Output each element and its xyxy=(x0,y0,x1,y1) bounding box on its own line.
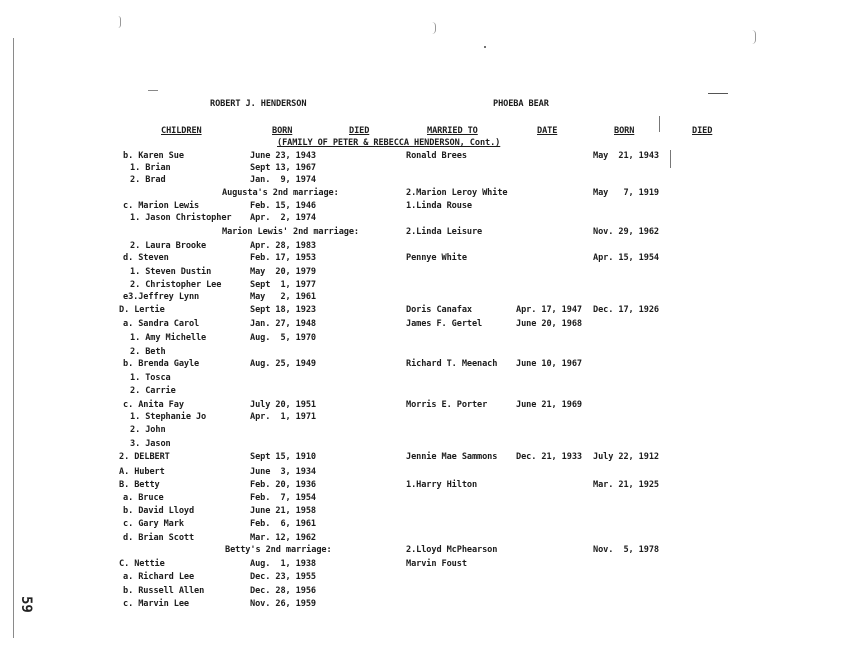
spouse-name: 1.Harry Hilton xyxy=(406,480,478,490)
marriage-note: Betty's 2nd marriage: xyxy=(225,545,332,555)
child-name: 2. Carrie xyxy=(130,386,176,396)
born-date: Sept 18, 1923 xyxy=(250,305,316,315)
child-name: d. Steven xyxy=(123,253,169,263)
born-date: Mar. 12, 1962 xyxy=(250,533,316,543)
spouse-name: Jennie Mae Sammons xyxy=(406,452,498,462)
col-married-to: MARRIED TO xyxy=(427,126,478,136)
scan-dash xyxy=(708,93,728,94)
born-date: June 3, 1934 xyxy=(250,467,316,477)
born-date: July 20, 1951 xyxy=(250,400,316,410)
born-date: Feb. 15, 1946 xyxy=(250,201,316,211)
scan-tick xyxy=(659,116,660,132)
child-name: 1. Jason Christopher xyxy=(130,213,232,223)
child-name: D. Lertie xyxy=(119,305,165,315)
born-date: Dec. 28, 1956 xyxy=(250,586,316,596)
born-date: Sept 13, 1967 xyxy=(250,163,316,173)
child-name: 3. Jason xyxy=(130,439,171,449)
spouse-name: 2.Linda Leisure xyxy=(406,227,483,237)
child-name: C. Nettie xyxy=(119,559,165,569)
spouse-born-date: Nov. 29, 1962 xyxy=(593,227,659,237)
born-date: Jan. 9, 1974 xyxy=(250,175,316,185)
col-born: BORN xyxy=(272,126,293,136)
child-name: c. Marvin Lee xyxy=(123,599,189,609)
marriage-date: Apr. 17, 1947 xyxy=(516,305,582,315)
child-name: 2. DELBERT xyxy=(119,452,170,462)
child-name: a. Richard Lee xyxy=(123,572,195,582)
scan-dash xyxy=(148,90,158,91)
marriage-note: Marion Lewis' 2nd marriage: xyxy=(222,227,359,237)
family-subtitle: (FAMILY OF PETER & REBECCA HENDERSON, Cont.) xyxy=(277,138,501,148)
child-name: 2. Beth xyxy=(130,347,166,357)
child-name: e3.Jeffrey Lynn xyxy=(123,292,200,302)
col-date: DATE xyxy=(537,126,558,136)
spouse-born-date: Apr. 15, 1954 xyxy=(593,253,659,263)
child-name: c. Anita Fay xyxy=(123,400,184,410)
born-date: Dec. 23, 1955 xyxy=(250,572,316,582)
spouse-name: 1.Linda Rouse xyxy=(406,201,472,211)
col-died: DIED xyxy=(349,126,370,136)
child-name: c. Gary Mark xyxy=(123,519,184,529)
child-name: 2. John xyxy=(130,425,166,435)
born-date: Feb. 7, 1954 xyxy=(250,493,316,503)
born-date: Nov. 26, 1959 xyxy=(250,599,316,609)
mother-name: PHOEBA BEAR xyxy=(493,99,549,109)
child-name: a. Bruce xyxy=(123,493,164,503)
child-name: b. Karen Sue xyxy=(123,151,184,161)
spouse-name: Pennye White xyxy=(406,253,467,263)
page-number: 59 xyxy=(18,596,34,613)
child-name: c. Marion Lewis xyxy=(123,201,200,211)
child-name: 1. Stephanie Jo xyxy=(130,412,207,422)
marriage-date: Dec. 21, 1933 xyxy=(516,452,582,462)
marriage-date: June 10, 1967 xyxy=(516,359,582,369)
child-name: 1. Steven Dustin xyxy=(130,267,212,277)
spouse-name: Morris E. Porter xyxy=(406,400,488,410)
born-date: Feb. 20, 1936 xyxy=(250,480,316,490)
child-name: 2. Laura Brooke xyxy=(130,241,207,251)
marriage-note: Augusta's 2nd marriage: xyxy=(222,188,339,198)
child-name: a. Sandra Carol xyxy=(123,319,200,329)
spouse-born-date: Dec. 17, 1926 xyxy=(593,305,659,315)
spouse-name: Marvin Foust xyxy=(406,559,467,569)
child-name: b. Russell Allen xyxy=(123,586,205,596)
col-children: CHILDREN xyxy=(161,126,202,136)
spouse-name: Ronald Brees xyxy=(406,151,467,161)
col-spouse-died: DIED xyxy=(692,126,713,136)
spouse-name: 2.Lloyd McPhearson xyxy=(406,545,498,555)
born-date: Sept 1, 1977 xyxy=(250,280,316,290)
marriage-date: June 21, 1969 xyxy=(516,400,582,410)
born-date: Aug. 1, 1938 xyxy=(250,559,316,569)
child-name: b. David Lloyd xyxy=(123,506,195,516)
born-date: May 20, 1979 xyxy=(250,267,316,277)
born-date: Feb. 6, 1961 xyxy=(250,519,316,529)
binder-edge-line xyxy=(13,38,14,638)
spouse-born-date: May 21, 1943 xyxy=(593,151,659,161)
scan-speck xyxy=(484,46,486,48)
father-name: ROBERT J. HENDERSON xyxy=(210,99,307,109)
spouse-name: James F. Gertel xyxy=(406,319,483,329)
col-spouse-born: BORN xyxy=(614,126,635,136)
child-name: 2. Christopher Lee xyxy=(130,280,222,290)
born-date: Apr. 28, 1983 xyxy=(250,241,316,251)
spouse-born-date: Mar. 21, 1925 xyxy=(593,480,659,490)
scan-mark xyxy=(118,16,121,28)
born-date: Aug. 25, 1949 xyxy=(250,359,316,369)
spouse-born-date: May 7, 1919 xyxy=(593,188,659,198)
child-name: B. Betty xyxy=(119,480,160,490)
scan-mark xyxy=(752,30,756,44)
born-date: June 21, 1958 xyxy=(250,506,316,516)
born-date: Feb. 17, 1953 xyxy=(250,253,316,263)
child-name: d. Brian Scott xyxy=(123,533,195,543)
spouse-name: Doris Canafax xyxy=(406,305,472,315)
born-date: Apr. 2, 1974 xyxy=(250,213,316,223)
child-name: b. Brenda Gayle xyxy=(123,359,200,369)
child-name: 1. Tosca xyxy=(130,373,171,383)
scan-tick xyxy=(670,150,671,168)
born-date: Jan. 27, 1948 xyxy=(250,319,316,329)
spouse-name: Richard T. Meenach xyxy=(406,359,498,369)
spouse-born-date: Nov. 5, 1978 xyxy=(593,545,659,555)
child-name: 1. Brian xyxy=(130,163,171,173)
spouse-born-date: July 22, 1912 xyxy=(593,452,659,462)
born-date: Apr. 1, 1971 xyxy=(250,412,316,422)
child-name: A. Hubert xyxy=(119,467,165,477)
child-name: 1. Amy Michelle xyxy=(130,333,207,343)
born-date: Sept 15, 1910 xyxy=(250,452,316,462)
scan-mark xyxy=(432,22,436,34)
born-date: Aug. 5, 1970 xyxy=(250,333,316,343)
born-date: June 23, 1943 xyxy=(250,151,316,161)
born-date: May 2, 1961 xyxy=(250,292,316,302)
spouse-name: 2.Marion Leroy White xyxy=(406,188,508,198)
marriage-date: June 20, 1968 xyxy=(516,319,582,329)
child-name: 2. Brad xyxy=(130,175,166,185)
